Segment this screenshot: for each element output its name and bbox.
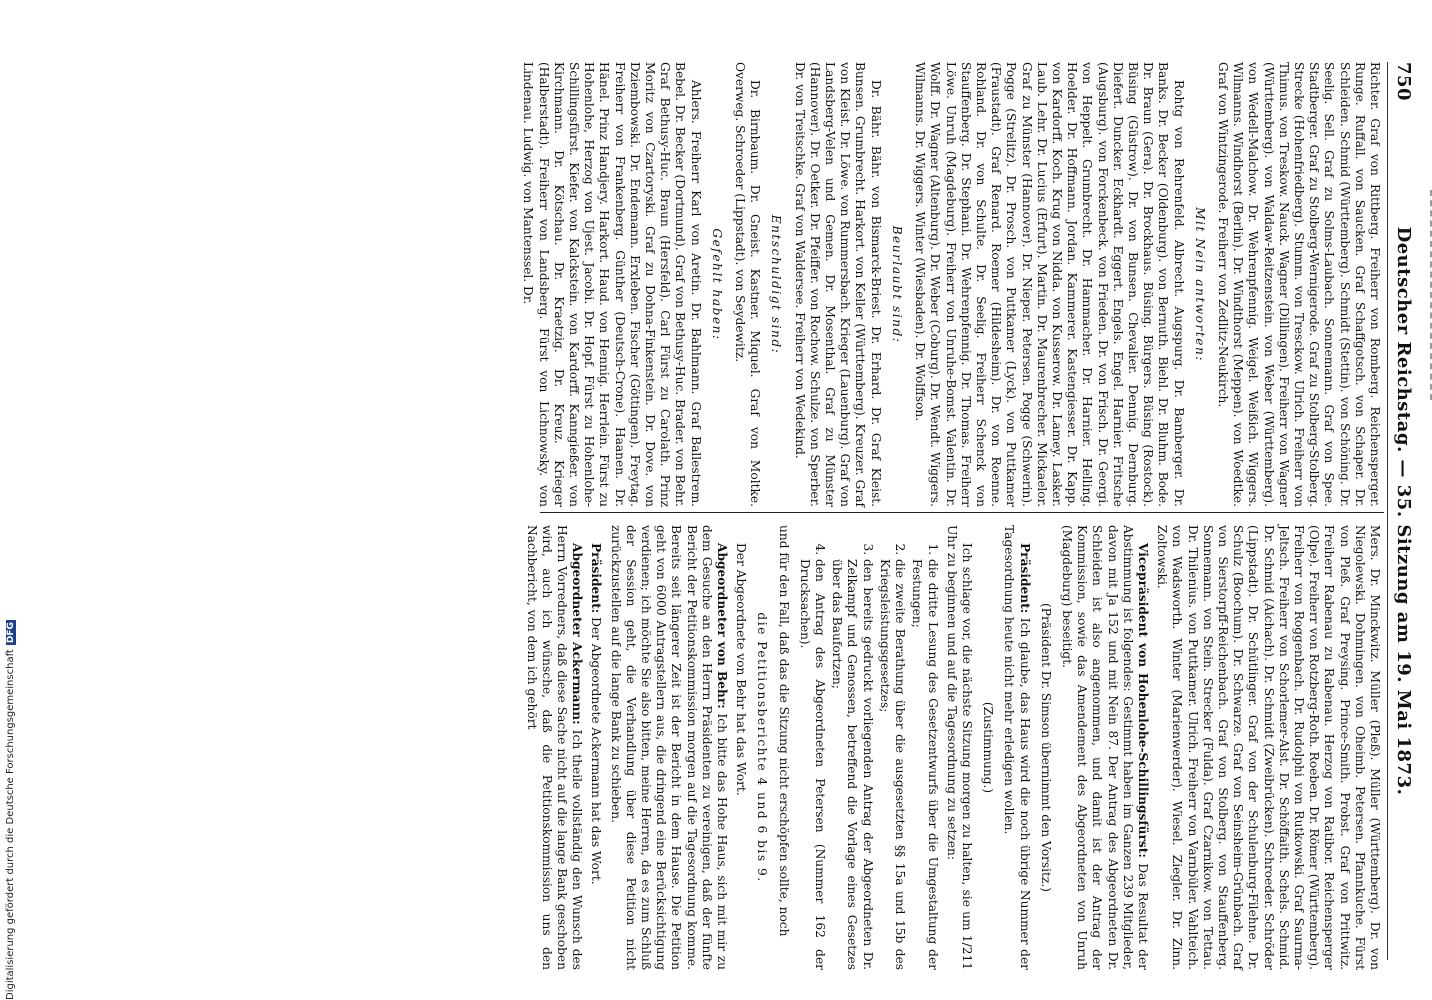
header-rule xyxy=(1387,62,1388,960)
speaker-president-2: Präsident: xyxy=(589,543,604,614)
left-column xyxy=(516,62,1382,507)
president-text: Ich glaube, das Haus wird die noch übrige Nummer der Tagesordnung heute nicht mehr erledigen wollen. xyxy=(1002,525,1032,970)
speaker-vicepresident: Vicepräsident von Hohenlohe-Schillingsfürst: xyxy=(1135,543,1150,858)
approval-note: (Zustimmung.) xyxy=(981,701,996,794)
vote-no-list: Rohtg von Rehrenfeld. Albrecht. Augspurg. Dr. Bamberger. Dr. Banks. Dr. Becker (Oldenburg). von Bernuth. Biehl. Dr. Bluhm. Bode. Dr. Braun (Gera). Dr. Brockhaus. Büsing. Bürgers. Büsing (Rostock). Büsing (Güstrow). Dr. von Bunsen. Chevalier. Dennig. Dernburg. Diefert. Duncker. Eckhardt. Eggert. Engels. Engel. Harnier. Fritsche (Augsburg). von Forckenbeck. von Frieden. Dr. von Frisch. Dr. Georgi. von Heppelt. Grumbrecht. Dr. Hammacher. Dr. Harnier. Helling. Hoelder. Dr. Hoffmann. Jordan. Kammerer. Kastengiesser. Dr. Kapp. von Kardorff. Koch. Krug von Nidda. von Kusserow. Dr. Lamey. Lasker. Laub. Lehr. Dr. Lucius (Erfurt). Martin. Dr. Maurenbrecher. Mickaelor. Graf zu Münster (Hannover). Dr. Nieper. Petersen. Pogge (Schwerin). Pogge (Strelitz). Dr. Prosch. von Puttkamer (Lyck). von Puttkamer (Fraustadt). Graf Renard. Roemer (Hildesheim). Dr. von Roenne. Rohland. Dr. von Schulte. Dr. Seelig. Freiherr Schenck von Stauffenberg. Dr. Stephani. Dr. Wehrenpfennig. Dr. Thomas. Freiherr Löwe. Unruh (Magdeburg). Freiherr von Unruhe-Bomst. Valentin. Dr. Wolff. Dr. Wagner (Altenburg). Dr. Weber (Coburg). Dr. Wendt. Wiggers. Wilmanns. Dr. Wiggers. Winter (Wiesbaden). Dr. Wolffson. xyxy=(913,62,1186,507)
page-header xyxy=(1390,62,1414,960)
section-heading-gefehlt: Gefehlt haben: xyxy=(709,228,724,341)
on-leave-list: Dr. Bähr. Bähr. von Bismarck-Briest. Dr. Erhard. Dr. Graf Kleist. Bunsen. Grumbrecht. Harkort. von Keller (Württemberg). Kreuzer. Graf von Kleist. Dr. Löwe. von Rummersbach. Krieger (Lauenburg). Graf von Landsberg-Velen und Gemen. Dr. Mosenthal. Graf zu Münster (Hannover). Dr. Oetker. Dr. Pfeiffer. von Rochow. Schulze. von Sperber. Dr. von Treitschke. Graf von Waldersee. Freiherr von Wedekind. xyxy=(792,62,883,507)
behr-paragraph xyxy=(607,525,729,970)
speaker-behr: Abgeordneter von Behr: xyxy=(715,543,730,709)
digitization-footer xyxy=(4,0,20,1000)
agenda-item: 2. die zweite Berathung über die ausgesetzten §§ 15a und 15b des Kriegsleistungsgesetzes; xyxy=(877,559,907,970)
right-column xyxy=(519,525,1382,970)
page-number: 750 xyxy=(1393,62,1414,102)
column-divider xyxy=(540,512,1384,513)
behr-text: Ich bitte das Hohe Haus, sich mit mir zu dem Gesuche an den Herrn Präsidenten zu vereinigen, daß der fünfte Bericht der Petitionskommission morgen auf die Tagesordnung komme. Bereits seit längerer Zeit ist der Bericht in dem Hause. Die Petition geht von 6000 Antragstellern aus, die dringend eine Berücksichtigung verdienen; ich möchte Sie also bitten, meine Herren, da es zum Schluß der Session geht, die Verhandlung über diese Petition nicht zurückzustellen auf die lange Bank zu schieben. xyxy=(608,525,730,970)
president-paragraph xyxy=(1001,525,1031,970)
agenda-item: 1. die dritte Lesung des Gesetzentwurfs über die Umgestaltung der Festungen; xyxy=(909,559,939,970)
abstained-list: Mers. Dr. Minckwitz. Müller (Pleß). Müller (Württemberg). Dr. von Niegolewski. Dohmingen. von Oheimb. Petersen. Pfannkuche. Fürst von Pleß. Graf Preysing. Prince-Smith. Probst. Graf von Prittwitz. Freiherr Rabenau zu Rabenau. Herzog von Ratibor. Reichensperger (Olpe). Freiherr von Rotzberg-Roth. Roeben. Dr. Römer (Württemberg). Freiherr von Roggenbach. Dr. Rudolphi von Rutkowski. Graf Saurma-Jeltsch. Freiherr von Schorlemer-Alst. Dr. Schöffaith. Schels. Schmid. Dr. Schmid (Aichach). Dr. Schmidt (Zweibrücken). Schroeder. Schröder (Lippstadt). Dr. Schütlinger. Graf von der Schulenburg-Filehne. Dr. Schulz (Boochum). Dr. Schwarze. Graf von Seinsheim-Grünbach. Graf von Sierstorpff-Reichenbach. Graf von Stolberg. von Stauffenberg. Sonnemann. von Stein. Strecker (Fulda). Graf Czarnikow. von Tettau. Dr. Thilenius. von Puttkamer. Ulrich. Freiherr von Varnbüler. Vahlteich. von Wadsworth. Winter (Marienwerder). Wiesel. Ziegler. Dr. Zinn. Zoltowski. xyxy=(1155,525,1382,970)
vote-result-paragraph xyxy=(1059,525,1150,970)
petition-reference: die Petitionsberichte 4 und 6 bis 9. xyxy=(755,612,770,883)
section-heading-beurlaubt: Beurlaubt sind: xyxy=(889,225,904,344)
dfg-logo-icon: DFG xyxy=(6,622,16,644)
vote-yes-list: Richter. Graf von Rittberg. Freiherr von Romberg. Reichensperger. Runge. Ruffall. von Saucken. Graf Schaffgotsch. von Schaper. Dr. Schleiden. Schmid (Württemberg). Schmidt (Stettin). von Schöning. Dr. Seelig. Sell. Graf zu Solms-Laubach. Sonnemann. Graf von Spee. Stadtberger. Graf zu Stolberg-Wernigerode. Graf zu Stolberg-Stolberg. Strecke (Hohenfriedberg). Stumm. von Tresckow. Ulrich. Freiherr von Thimus. von Treskow. Nauck. Wagner (Dillingen). Freiherr von Wagner (Württemberg). von Waldaw-Reitzenstein. von Weber (Württemberg). von Wedell-Malchow. Dr. Wehrenpfennig. Weigel. Weißich. Wiggers. Wilmanns. Windhorst (Berlin). Dr. Windthorst (Meppen). von Woedtke. Graf von Wintzingerode. Freiherr von Zedlitz-Neukirch. xyxy=(1215,62,1382,507)
proposal-text: Ich schlage vor, die nächste Sitzung morgen zu halten, sie um 1/211 Uhr zu beginnen und auf die Tagesordnung zu setzen: xyxy=(944,525,974,970)
agenda-item: 4. den Antrag des Abgeordneten Petersen (Nummer 162 der Drucksachen). xyxy=(797,559,827,970)
scan-artifact-top xyxy=(1426,190,1432,400)
chair-note: (Präsident Dr. Simson übernimmt den Vorsitz.) xyxy=(1038,603,1053,892)
petition-intro: und für den Fall, daß das die Sitzung nicht erschöpfen sollte, noch xyxy=(776,525,791,937)
agenda-list xyxy=(797,525,940,970)
section-heading-nein: Mit Nein antworten: xyxy=(1192,207,1207,362)
agenda-item: 3. den bereits gedruckt vorliegenden Antrag der Abgeordneten Dr. Zelkampf und Genossen, betreffend die Vorlage eines Gesetzes über das Baufortzen; xyxy=(829,559,875,970)
speaker-ackermann: Abgeordneter Ackermann: xyxy=(570,543,585,725)
excused-list: Dr. Birnbaum. Dr. Gneist. Kastner. Miquel. Graf von Moltke. Overweg. Schroeder (Lippstadt). von Seydewitz. xyxy=(733,62,763,507)
footer-credit-text: Digitalisierung gefördert durch die Deutsche Forschungsgemeinschaft xyxy=(5,649,16,1000)
behr-floor-note: Der Abgeordnete von Behr hat das Wort. xyxy=(734,543,749,796)
absent-list: Ahlers. Freiherr Karl von Aretin. Dr. Bahlmann. Graf Ballestrem. Bebel. Dr. Becker (Dortmund). Graf von Bethusy-Huc. Brader. von Behr. Graf Bethusy-Huc. Braun (Hersfeld). Carl Fürst zu Carolath. Prinz Moritz von Czartoryski. Graf zu Dohna-Finkenstein. Dr. Dove. von Dziembowski. Dr. Endemann. Erxleben. Fischer (Göttingen). Freytag. Freiherr von Frankenberg. Günther (Deutsch-Crone). Haanen. Dr. Hänel. Prinz Handjery. Harkort. Haud. von Hennig. Herrlein. Fürst zu Hohenlohe, Herzog von Ujest. Jacobi. Dr. Hopf. Fürst zu Hohenlohe-Schillingsfürst. Kiefer. von Kalckstein. von Kardorff. Kanngießer. von Kirchmann. Dr. Kötschau. Dr. Kraetzig. Dr. Kreuz. Krieger (Halberstadt). Freiherr von Landsberg. Fürst von Lichnowsky. von Lindenau. Ludwig. von Mantenssel. Dr. xyxy=(521,62,703,507)
speaker-president: Präsident: xyxy=(1017,543,1032,614)
vote-result-text: Das Resultat der Abstimmung ist folgendes: Gestimmt haben im Ganzen 239 Mitglieder, davon mit Ja 152 und mit Nein 87. Der Antrag des Abgeordneten Dr. Schleiden ist also angenommen, und damit ist der Antrag der Kommission, sowie das Amendement des Abgeordneten von Unruh (Magdeburg) beseitigt. xyxy=(1059,525,1150,971)
president2-text: Der Abgeordnete Ackermann hat das Wort. xyxy=(589,617,604,885)
page-title: Deutscher Reichstag. — 35. Sitzung am 19. Mai 1873. xyxy=(1393,226,1414,796)
president2-paragraph xyxy=(588,525,603,970)
footer-credit xyxy=(5,10,16,1000)
ackermann-text: Ich theile vollständig den Wunsch des Herrn Vorredners, daß diese Sache nicht auf die lange Bank geschoben wird, auch ich wünsche, daß die Petitionskommission uns den Nachbericht, von dem ich gehört xyxy=(524,525,585,970)
ackermann-paragraph xyxy=(523,525,584,970)
section-heading-entschuldigt: Entschuldigt sind: xyxy=(769,214,784,355)
